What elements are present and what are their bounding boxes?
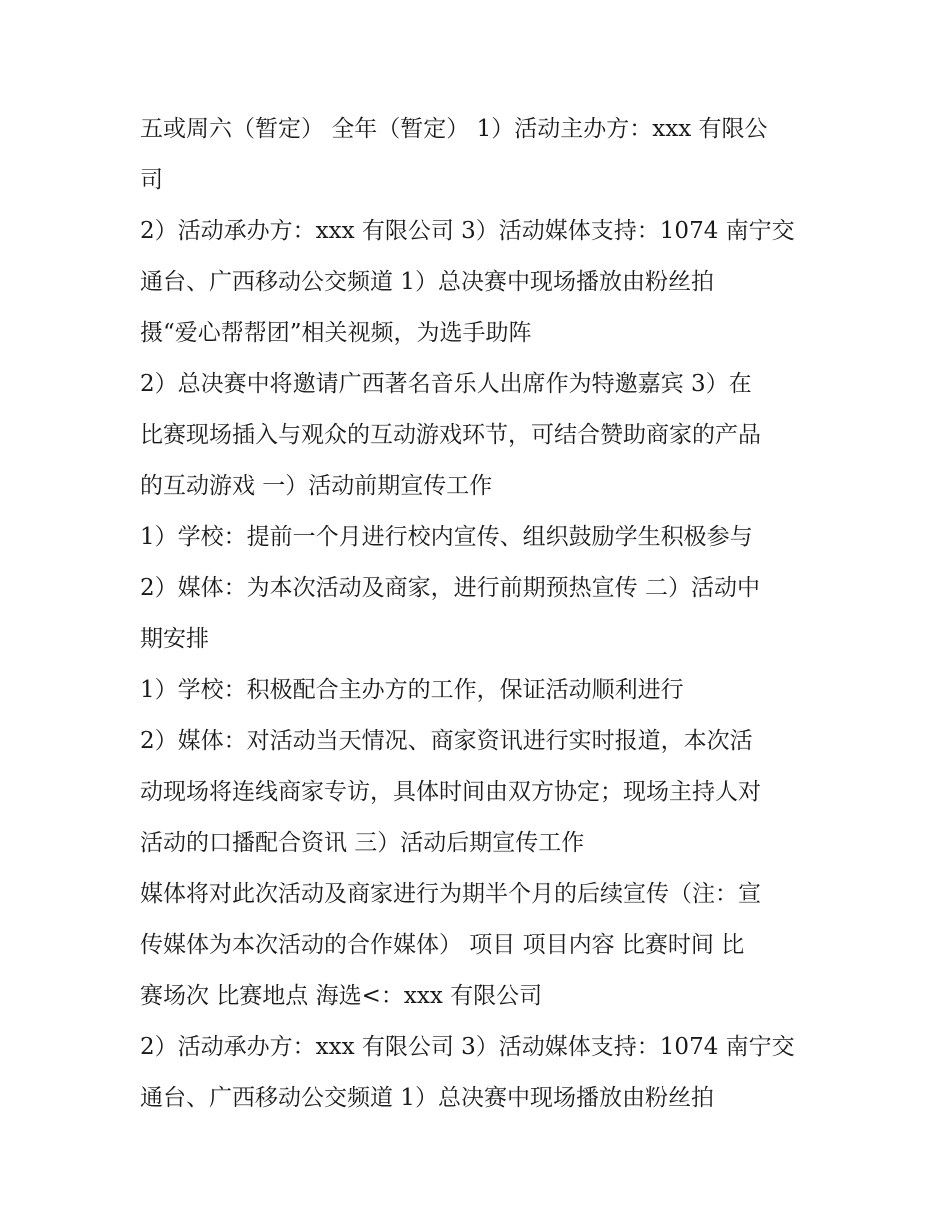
- text-line: 五或周六（暂定） 全年（暂定） 1）活动主办方：xxx 有限公: [140, 116, 768, 142]
- text-line: 2）总决赛中将邀请广西著名音乐人出席作为特邀嘉宾 3）在: [140, 371, 752, 397]
- text-line: 期安排: [140, 626, 209, 652]
- text-line: 2）媒体：为本次活动及商家，进行前期预热宣传 二）活动中: [140, 575, 760, 601]
- text-line: 通台、广西移动公交频道 1）总决赛中现场播放由粉丝拍: [140, 1085, 714, 1111]
- body-text: [140, 104, 820, 1124]
- text-line: 动现场将连线商家专访，具体时间由双方协定；现场主持人对: [140, 779, 761, 805]
- text-line: 2）活动承办方：xxx 有限公司 3）活动媒体支持：1074 南宁交: [140, 218, 795, 244]
- text-line: 比赛现场插入与观众的互动游戏环节，可结合赞助商家的产品: [140, 422, 761, 448]
- text-line: 的互动游戏 一）活动前期宣传工作: [140, 473, 493, 499]
- text-line: 传媒体为本次活动的合作媒体） 项目 项目内容 比赛时间 比: [140, 932, 745, 958]
- text-line: 赛场次 比赛地点 海选<：xxx 有限公司: [140, 983, 543, 1009]
- text-line: 2）活动承办方：xxx 有限公司 3）活动媒体支持：1074 南宁交: [140, 1034, 795, 1060]
- text-line: 1）学校：积极配合主办方的工作，保证活动顺利进行: [140, 677, 684, 703]
- text-line: 司: [140, 167, 163, 193]
- text-line: 通台、广西移动公交频道 1）总决赛中现场播放由粉丝拍: [140, 269, 714, 295]
- text-line: 活动的口播配合资讯 三）活动后期宣传工作: [140, 830, 585, 856]
- text-line: 2）媒体：对活动当天情况、商家资讯进行实时报道，本次活: [140, 728, 753, 754]
- text-line: 摄“爱心帮帮团”相关视频，为选手助阵: [140, 320, 532, 346]
- text-line: 1）学校：提前一个月进行校内宣传、组织鼓励学生积极参与: [140, 524, 753, 550]
- text-line: 媒体将对此次活动及商家进行为期半个月的后续宣传（注：宣: [140, 881, 761, 907]
